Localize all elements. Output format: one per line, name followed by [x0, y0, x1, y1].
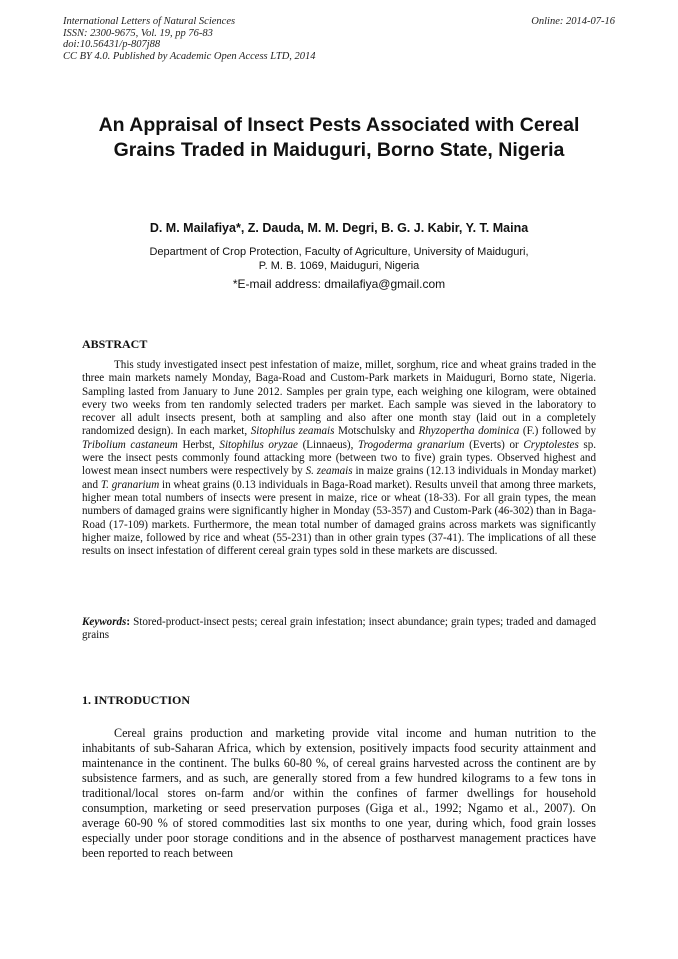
introduction-heading: 1. INTRODUCTION [82, 693, 191, 707]
license: CC BY 4.0. Published by Academic Open Access LTD, 2014 [63, 50, 316, 62]
affiliation-line-1: Department of Crop Protection, Faculty of Agriculture, University of Maiduguri, [149, 246, 529, 258]
introduction-body: Cereal grains production and marketing provide vital income and human nutrition to the inhabitants of sub-Saharan Africa, which by extension, positively impacts food security attainment and maintenance in the continent. The bulks 60-80 %, of cereal grains harvested across the continent are by subsistence farmers, and as such, are generally stored from a few hundred kilograms to a few tons in traditional/local stores on-farm and/or within the confines of farmer dwellings for household consumption, marketing or seed preservation purposes (Giga et al., 1992; Ngamo et al., 2007). On average 60-90 % of stored commodities last six months to one year, during which, food grain losses especially under poor storage conditions and in the absence of postharvest management practices have been reported to reach between [82, 726, 596, 860]
abstract-body [82, 359, 596, 558]
keywords-label: Keywords [82, 616, 127, 628]
doi[interactable]: doi:10.56431/p-807j88 [63, 39, 161, 50]
authors: D. M. Mailafiya*, Z. Dauda, M. M. Degri, B. G. J. Kabir, Y. T. Maina [149, 221, 529, 235]
title-line-2: Grains Traded in Maiduguri, Borno State, Nigeria [113, 139, 565, 161]
affiliation-line-2: P. M. B. 1069, Maiduguri, Nigeria [258, 260, 420, 272]
keywords: Keywords: Stored-product-insect pests; cereal grain infestation; insect abundance; grain types; traded and damaged grains [82, 616, 596, 642]
species-name: Tribolium castaneum [82, 438, 178, 451]
affiliation [60, 245, 618, 273]
species-name: Sitophilus oryzae [219, 438, 298, 451]
journal-name: International Letters of Natural Sciences [63, 16, 236, 27]
abstract-text: sp. were the insect pests commonly found attacking more (between two to five) grain types. Observed highest and lowest mean insect numbers were respectively by [82, 438, 597, 478]
abstract-text: (Everts) or [469, 438, 519, 451]
online-date: Online: 2014-07-16 [531, 16, 615, 27]
abstract-text: in wheat grains (0.13 individuals in Baga-Road market). Results unveil that among three markets, higher mean total numbers of insects were present in maize, rice or wheat (18-33). For all grain types, the mean numbers of damaged grains were significantly higher in Monday (53-357) and Custom-Park (46-302) than in Baga-Road (17-109) markets. Furthermore, the mean total number of damaged grains across markets was significantly higher maize, followed by rice and wheat (55-231) than in other grain types (37-41). The implications of all these results on insect infestation of different cereal grain types sold in these markets are discussed. [82, 478, 596, 558]
email-address[interactable]: *E-mail address: dmailafiya@gmail.com [232, 277, 446, 291]
keywords-text: Stored-product-insect pests; cereal grain infestation; insect abundance; grain types; traded and damaged grains [82, 616, 596, 642]
title-line-1: An Appraisal of Insect Pests Associated with Cereal [98, 114, 580, 136]
species-name: Rhyzopertha dominica [418, 425, 520, 438]
abstract-text: (F.) followed by [522, 425, 597, 438]
species-name: T. granarium [100, 478, 160, 491]
abstract-heading: ABSTRACT [82, 337, 148, 351]
abstract-text: in maize grains (12.13 individuals in Monday market) and [82, 465, 597, 491]
abstract-text: Herbst, [182, 438, 215, 451]
species-name: Trogoderma granarium [358, 438, 465, 451]
abstract-text: (Linnaeus), [302, 438, 354, 451]
species-name: S. zeamais [305, 465, 353, 478]
species-name: Cryptolestes [523, 438, 579, 451]
journal-header [63, 16, 316, 62]
abstract-text: This study investigated insect pest infestation of maize, millet, sorghum, rice and wheat grains traded in the three main markets namely Monday, Baga-Road and Custom-Park markets in Maiduguri, Borno state, Nigeria. Sampling lasted from January to June 2012. Samples per grain type, each weighing one kilogram, were obtained every two weeks from ten randomly selected traders per market. Each sample was sieved in the laboratory to recover all adult insects present, both at sampling and also after one month stay (laid out in a completely randomized design). In each market, [82, 359, 596, 438]
abstract-text: Motschulsky and [337, 425, 415, 438]
paper-title [60, 113, 618, 163]
species-name: Sitophilus zeamais [250, 425, 335, 438]
issn: ISSN: 2300-9675, Vol. 19, pp 76-83 [63, 27, 213, 39]
